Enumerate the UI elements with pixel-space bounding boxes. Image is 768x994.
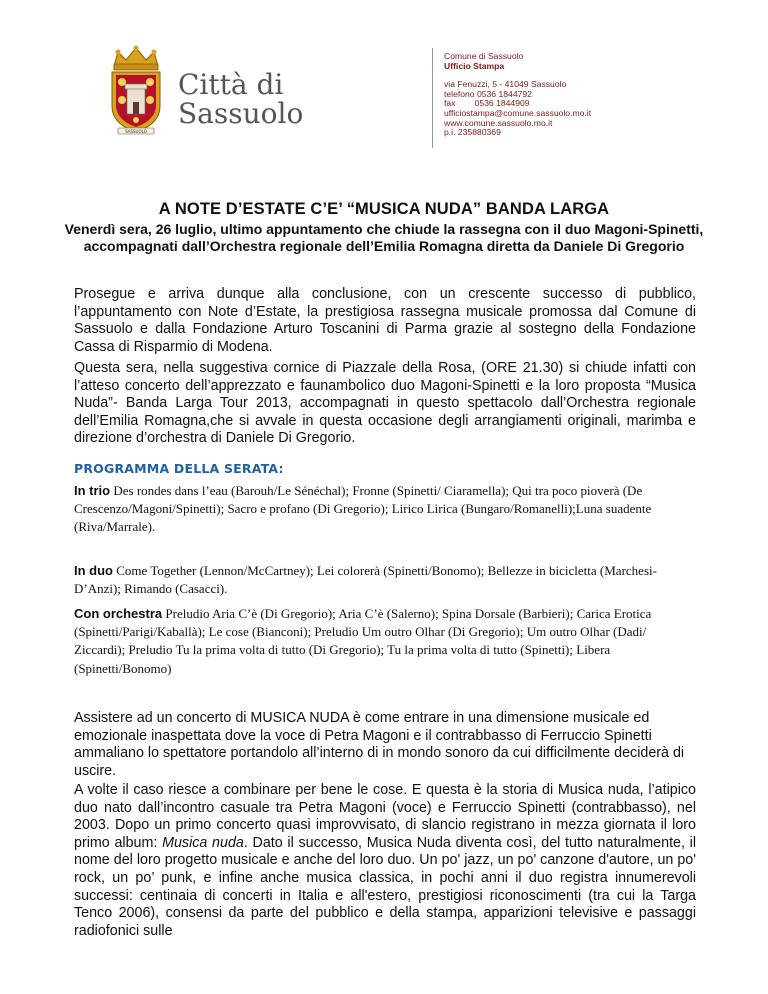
contact-fax: fax 0536 1844909 [444,98,530,109]
program-duo [74,562,674,598]
contact-block [444,52,591,138]
city-name [178,70,303,128]
album-title: Musica nuda [162,834,244,851]
paragraph-event: Questa sera, nella suggestiva cornice di Piazzale della Rosa, (ORE 21.30) si chiude infatti con l’atteso concerto dell’apprezzato e faunambolico duo Magoni-Spinetti e la loro proposta “Musica Nuda”- Banda Larga Tour 2013, accompagnati in questo spettacolo dall’Orchestra regionale dell’Emilia Romagna,che si avvale in questa occasione degli arrangiamenti originali, marimba e direzione d’orchestra di Daniele Di Gregorio. [74,360,696,447]
city-name-line1: Città di [178,68,284,101]
program-trio [74,482,674,537]
paragraph-intro: Prosegue e arriva dunque alla conclusione, con un crescente successo di pubblico, l’appuntamento con Note d’Estate, la prestigiosa rassegna musicale promossa dal Comune di Sassuolo e dalla Fondazione Arturo Toscanini di Parma grazie al sostegno della Fondazione Cassa di Risparmio di Modena. [74,286,696,355]
contact-address: via Fenuzzi, 5 - 41049 Sassuolo [444,79,567,90]
header-divider [432,48,433,148]
contact-vat: p.i. 235880369 [444,127,501,138]
program-duo-label: In duo [74,563,113,578]
program-orchestra [74,605,674,678]
paragraph-history-a: A volte il caso riesce a combinare per bene le cose. E questa è la storia di Musica nuda, l’atipico duo nato dall’incontro casuale tra Petra Magoni (voce) e Ferruccio Spinetti (contrabbasso), nel 2003. Dopo un primo concerto quasi improvvisato, di slancio registrano in mezza giornata il loro primo album: [74,782,696,851]
paragraph-history [74,782,696,940]
program-trio-text: Des rondes dans l’eau (Barouh/Le Sénéchal); Fronne (Spinetti/ Ciaramella); Qui tra poco pioverà (De Crescenzo/Magoni/Spinetti); Sacro e profano (Di Gregorio); Lirico Lirica (Bungaro/Romanelli);Luna suadente (Riva/Marrale). [74,483,652,535]
article-subtitle: Venerdì sera, 26 luglio, ultimo appuntamento che chiude la rassegna con il duo Magoni-Spinetti, accompagnati dall’Orchestra regionale dell’Emilia Romagna diretta da Daniele Di Gregorio [64,221,704,254]
contact-website: www.comune.sassuolo.mo.it [444,117,553,128]
program-duo-text: Come Together (Lennon/McCartney); Lei colorerà (Spinetti/Bonomo); Bellezze in bicicletta (Marchesi-D’Anzi); Rimando (Casacci). [74,563,657,597]
contact-phone: telefono 0536 1844792 [444,88,532,99]
contact-email: ufficiostampa@comune.sassuolo.mo.it [444,107,592,118]
paragraph-musica-nuda: Assistere ad un concerto di MUSICA NUDA è come entrare in una dimensione musicale ed emozionale inaspettata dove la voce di Petra Magoni e il contrabbasso di Ferruccio Spinetti ammaliano lo spettatore portandolo all’interno di in mondo sonoro da cui difficilmente deciderà di uscire. [74,710,685,779]
program-heading: PROGRAMMA DELLA SERATA: [74,461,284,476]
contact-comune: Comune di Sassuolo [444,51,524,61]
program-trio-label: In trio [74,483,111,498]
city-name-line2: Sassuolo [178,97,304,130]
paragraph-history-b: . Dato il successo, Musica Nuda diventa così, del tutto naturalmente, il nome del loro progetto musicale e anche del loro duo. Un po' jazz, un po' canzone d'autore, un po' rock, un po’ punk, e infine anche musica classica, in pochi anni il duo registra innumerevoli successi: centinaia di concerti in Italia e all'estero, prestigiosi riconoscimenti (tra cui la Targa Tenco 2006), consensi da parte del pubblico e della stampa, apparizioni televisive e passaggi radiofonici sulle [74,834,697,939]
contact-ufficio: Ufficio Stampa [444,60,505,71]
crest-motto: SASSUOLO [125,129,147,134]
article-title: A NOTE D’ESTATE C’E’ “MUSICA NUDA” BANDA LARGA [158,200,610,218]
city-crest-logo [104,44,168,136]
program-orchestra-text: Preludio Aria C’è (Di Gregorio); Aria C’è (Salerno); Spina Dorsale (Barbieri); Carica Erotica (Spinetti/Parigi/Kaballà); Le cose (Bianconi); Preludio Um outro Olhar (Di Gregorio); Um outro Olhar (Dadi/ Ziccardi); Preludio Tu la prima volta di tutto (Di Gregorio); Tu la prima volta di tutto (Spinetti); Libera (Spinetti/Bonomo) [74,606,652,676]
program-orchestra-label: Con orchestra [74,606,163,621]
